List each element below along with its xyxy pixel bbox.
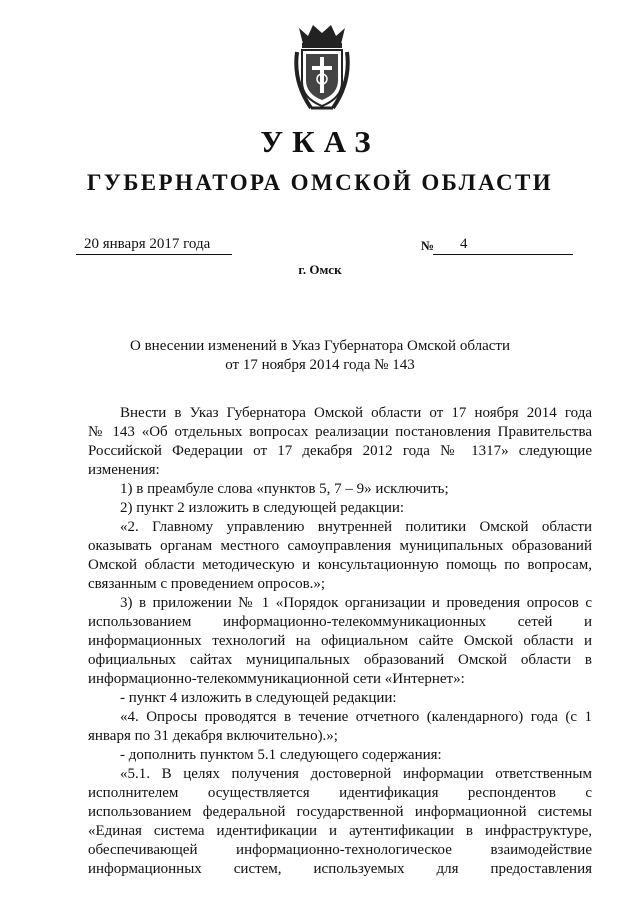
- body-line: «Единая система идентификации и аутентификации в инфраструктуре,: [88, 823, 592, 839]
- body-line: изменения:: [88, 462, 160, 478]
- body-line: 3) в приложении № 1 «Порядок организации и проведения опросов с: [120, 595, 592, 611]
- body-line: - дополнить пунктом 5.1 следующего содержания:: [120, 747, 442, 763]
- heading-line: от 17 ноября 2014 года № 143: [225, 357, 415, 373]
- decree-title: УКАЗ: [260, 124, 380, 159]
- decree-number: 4: [433, 236, 573, 255]
- body-line: 1) в преамбуле слова «пунктов 5, 7 – 9» исключить;: [120, 481, 449, 497]
- body-line: использованием информационно-телекоммуникационных сетей и: [88, 614, 592, 630]
- omsk-coat-of-arms-icon: [293, 22, 351, 114]
- decree-heading: [0, 337, 640, 375]
- body-line: - пункт 4 изложить в следующей редакции:: [120, 690, 397, 706]
- number-label: №: [421, 238, 435, 253]
- body-line: обеспечивающей информационно-технологическое взаимодействие: [88, 842, 592, 858]
- decree-body: [88, 404, 592, 879]
- body-line: связанным с проведением опросов.»;: [88, 576, 326, 592]
- city: г. Омск: [298, 262, 342, 277]
- heading-line: О внесении изменений в Указ Губернатора Омской области: [130, 338, 510, 354]
- body-line: информационных технологий на официальном сайте Омской области и: [88, 633, 592, 649]
- body-line: Внести в Указ Губернатора Омской области от 17 ноября 2014 года: [120, 405, 592, 421]
- body-line: 2) пункт 2 изложить в следующей редакции:: [120, 500, 405, 516]
- body-line: оказывать органам местного самоуправления муниципальных образований: [88, 538, 592, 554]
- body-line: «5.1. В целях получения достоверной информации ответственным: [120, 766, 592, 782]
- decree-date: 20 января 2017 года: [76, 236, 232, 255]
- body-line: использованием федеральной государственной информационной системы: [88, 804, 592, 820]
- body-line: официальных сайтах муниципальных образований Омской области в: [88, 652, 592, 668]
- body-line: «2. Главному управлению внутренней политики Омской области: [120, 519, 592, 535]
- body-line: исполнителем осуществляется идентификация респондентов с: [88, 785, 592, 801]
- decree-subtitle: ГУБЕРНАТОРА ОМСКОЙ ОБЛАСТИ: [86, 170, 554, 195]
- body-line: информационно-телекоммуникационной сети «Интернет»:: [88, 671, 465, 687]
- body-line: Российской Федерации от 17 декабря 2012 года № 1317» следующие: [88, 443, 592, 459]
- body-line: «4. Опросы проводятся в течение отчетного (календарного) года (с 1: [120, 709, 592, 725]
- body-line: января по 31 декабря включительно).»;: [88, 728, 338, 744]
- body-line: Омской области методическую и консультационную помощь по вопросам,: [88, 557, 592, 573]
- body-line: информационных систем, используемых для предоставления: [88, 861, 592, 877]
- body-line: № 143 «Об отдельных вопросах реализации постановления Правительства: [88, 424, 592, 440]
